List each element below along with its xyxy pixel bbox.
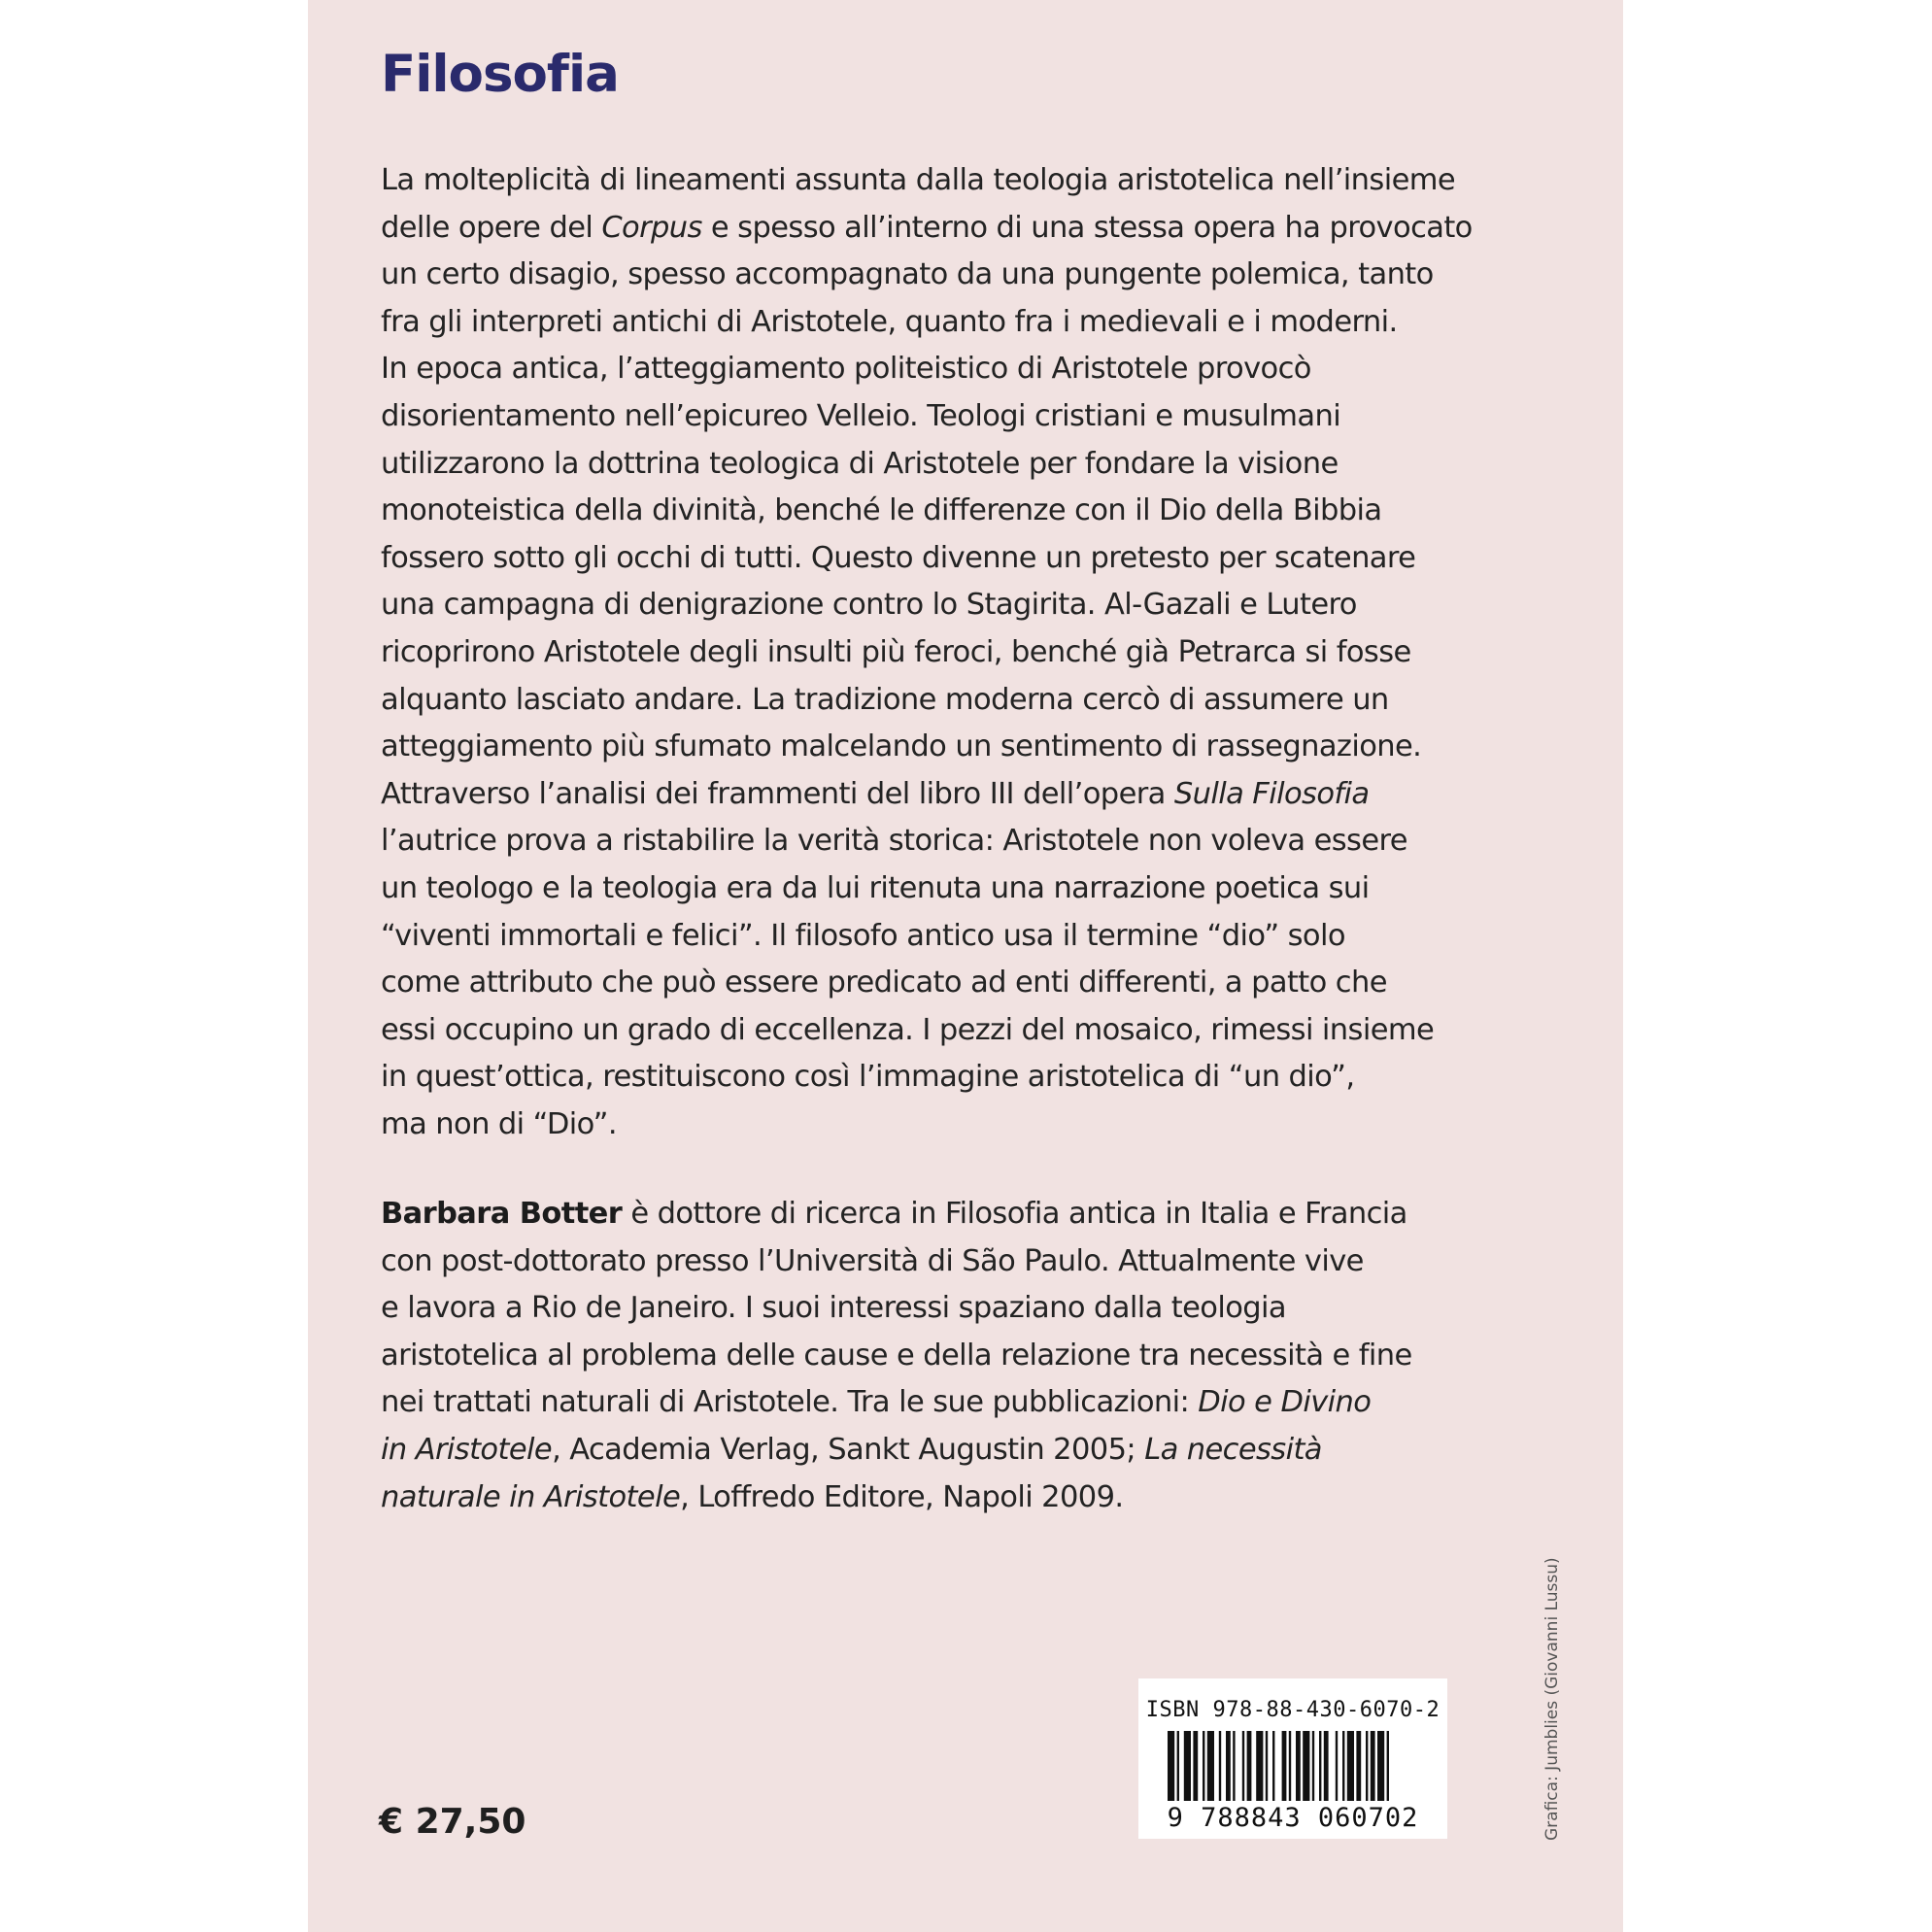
text-run: e lavora a Rio de Janeiro. I suoi interessi spaziano dalla teologia <box>381 1291 1287 1326</box>
text-run: In epoca antica, l’atteggiamento politeistico di Aristotele provocò <box>381 352 1311 387</box>
text-line <box>381 393 1508 441</box>
text-line <box>381 1191 1508 1238</box>
isbn-barcode <box>1138 1678 1447 1839</box>
cover-title: Filosofia <box>381 45 619 104</box>
italic-title: Dio e Divino <box>1198 1385 1372 1420</box>
design-credit: Grafica: Jumblies (Giovanni Lussu) <box>1542 1557 1562 1841</box>
text-line <box>381 1333 1508 1380</box>
text-run: l’autrice prova a ristabilire la verità storica: Aristotele non voleva essere <box>381 824 1407 859</box>
barcode-bar <box>1184 1731 1191 1801</box>
text-run: Attraverso l’analisi dei frammenti del libro III dell’opera <box>381 776 1174 811</box>
text-line <box>381 535 1508 583</box>
text-run: una campagna di denigrazione contro lo Stagirita. Al-Gazali e Lutero <box>381 588 1357 623</box>
text-run: fra gli interpreti antichi di Aristotele, quanto fra i medievali e i moderni. <box>381 304 1398 339</box>
text-run: essi occupino un grado di eccellenza. I pezzi del mosaico, rimessi insieme <box>381 1012 1435 1047</box>
text-line <box>381 346 1508 393</box>
barcode-bar <box>1366 1731 1368 1801</box>
text-line <box>381 865 1508 913</box>
barcode-bar <box>1289 1731 1291 1801</box>
barcode-bar <box>1272 1731 1274 1801</box>
text-line <box>381 1285 1508 1333</box>
text-run: La molteplicità di lineamenti assunta dalla teologia aristotelica nell’insieme <box>381 163 1456 197</box>
text-run: nei trattati naturali di Aristotele. Tra le sue pubblicazioni: <box>381 1385 1199 1420</box>
barcode-bar <box>1319 1731 1321 1801</box>
price-label: € 27,50 <box>379 1802 526 1842</box>
author-name: Barbara Botter <box>381 1197 623 1231</box>
text-run: con post-dottorato presso l’Università di São Paulo. Attualmente vive <box>381 1243 1364 1278</box>
text-line <box>381 1427 1508 1474</box>
text-line <box>381 677 1508 725</box>
barcode-bar <box>1342 1731 1344 1801</box>
text-run: atteggiamento più sfumato malcelando un sentimento di rassegnazione. <box>381 729 1422 764</box>
text-run: è dottore di ricerca in Filosofia antica in Italia e Francia <box>622 1197 1407 1231</box>
text-line <box>381 582 1508 629</box>
text-line <box>381 629 1508 677</box>
italic-title: La necessità <box>1144 1432 1322 1467</box>
text-line <box>381 1054 1508 1102</box>
text-line <box>381 205 1508 253</box>
text-run: ma non di “Dio”. <box>381 1106 617 1141</box>
barcode-bar <box>1296 1731 1301 1801</box>
italic-title: Corpus <box>601 210 702 245</box>
text-line <box>381 1007 1508 1055</box>
barcode-bar <box>1377 1731 1384 1801</box>
barcode-bar <box>1312 1731 1314 1801</box>
barcode-bar <box>1282 1731 1287 1801</box>
text-line <box>381 771 1508 819</box>
barcode-bar <box>1177 1731 1179 1801</box>
italic-title: naturale in Aristotele <box>381 1479 681 1514</box>
text-run: , Academia Verlag, Sankt Augustin 2005; <box>552 1432 1145 1467</box>
barcode-bar <box>1371 1731 1375 1801</box>
text-run: un teologo e la teologia era da lui ritenuta una narrazione poetica sui <box>381 870 1370 905</box>
barcode-bar <box>1266 1731 1268 1801</box>
barcode-bar <box>1324 1731 1329 1801</box>
text-line <box>381 157 1508 205</box>
text-line <box>381 252 1508 299</box>
italic-title: in Aristotele <box>381 1432 553 1467</box>
barcode-bar <box>1303 1731 1309 1801</box>
text-run: monoteistica della divinità, benché le differenze con il Dio della Bibbia <box>381 493 1382 528</box>
author-bio-paragraph <box>381 1191 1508 1521</box>
text-line <box>381 1102 1508 1149</box>
isbn-label: ISBN 978-88-430-6070-2 <box>1145 1698 1441 1722</box>
text-run: , Loffredo Editore, Napoli 2009. <box>680 1479 1124 1514</box>
text-line <box>381 818 1508 865</box>
text-line <box>381 488 1508 535</box>
barcode-bar <box>1207 1731 1214 1801</box>
text-line <box>381 724 1508 771</box>
text-run: come attributo che può essere predicato ad enti differenti, a patto che <box>381 966 1387 1000</box>
barcode-bar <box>1226 1731 1231 1801</box>
text-line <box>381 960 1508 1007</box>
text-run: in quest’ottica, restituiscono così l’immagine aristotelica di “un dio”, <box>381 1060 1355 1095</box>
text-line <box>381 1238 1508 1286</box>
italic-title: Sulla Filosofia <box>1173 776 1370 811</box>
text-run: ricoprirono Aristotele degli insulti più feroci, benché già Petrarca si fosse <box>381 634 1411 669</box>
text-run: aristotelica al problema delle cause e della relazione tra necessità e fine <box>381 1338 1412 1373</box>
barcode-bar <box>1242 1731 1244 1801</box>
barcode-bar <box>1356 1731 1361 1801</box>
text-run: e spesso all’interno di una stessa opera ha provocato <box>701 210 1473 245</box>
text-line <box>381 299 1508 347</box>
barcode-bar <box>1247 1731 1252 1801</box>
ean-digits: 9 788843 060702 <box>1167 1803 1419 1833</box>
barcode-bar <box>1193 1731 1198 1801</box>
synopsis-paragraph <box>381 157 1508 1148</box>
barcode-bar <box>1336 1731 1338 1801</box>
barcode-bar <box>1347 1731 1354 1801</box>
barcode-bar <box>1203 1731 1204 1801</box>
text-run: utilizzarono la dottrina teologica di Aristotele per fondare la visione <box>381 446 1339 481</box>
text-run: disorientamento nell’epicureo Velleio. Teologi cristiani e musulmani <box>381 398 1341 433</box>
barcode-bar <box>1168 1731 1174 1801</box>
barcode-bar <box>1256 1731 1263 1801</box>
barcode-bar <box>1387 1731 1389 1801</box>
text-line <box>381 1474 1508 1522</box>
text-run: un certo disagio, spesso accompagnato da una pungente polemica, tanto <box>381 257 1434 292</box>
barcode-bar <box>1233 1731 1235 1801</box>
text-run: alquanto lasciato andare. La tradizione moderna cercò di assumere un <box>381 682 1389 717</box>
barcode-bar <box>1219 1731 1221 1801</box>
text-line <box>381 913 1508 961</box>
text-line <box>381 441 1508 489</box>
text-run: “viventi immortali e felici”. Il filosofo antico usa il termine “dio” solo <box>381 918 1345 953</box>
text-run: fossero sotto gli occhi di tutti. Questo divenne un pretesto per scatenare <box>381 540 1416 575</box>
barcode-bars <box>1138 1731 1447 1809</box>
text-line <box>381 1379 1508 1427</box>
text-run: delle opere del <box>381 210 602 245</box>
